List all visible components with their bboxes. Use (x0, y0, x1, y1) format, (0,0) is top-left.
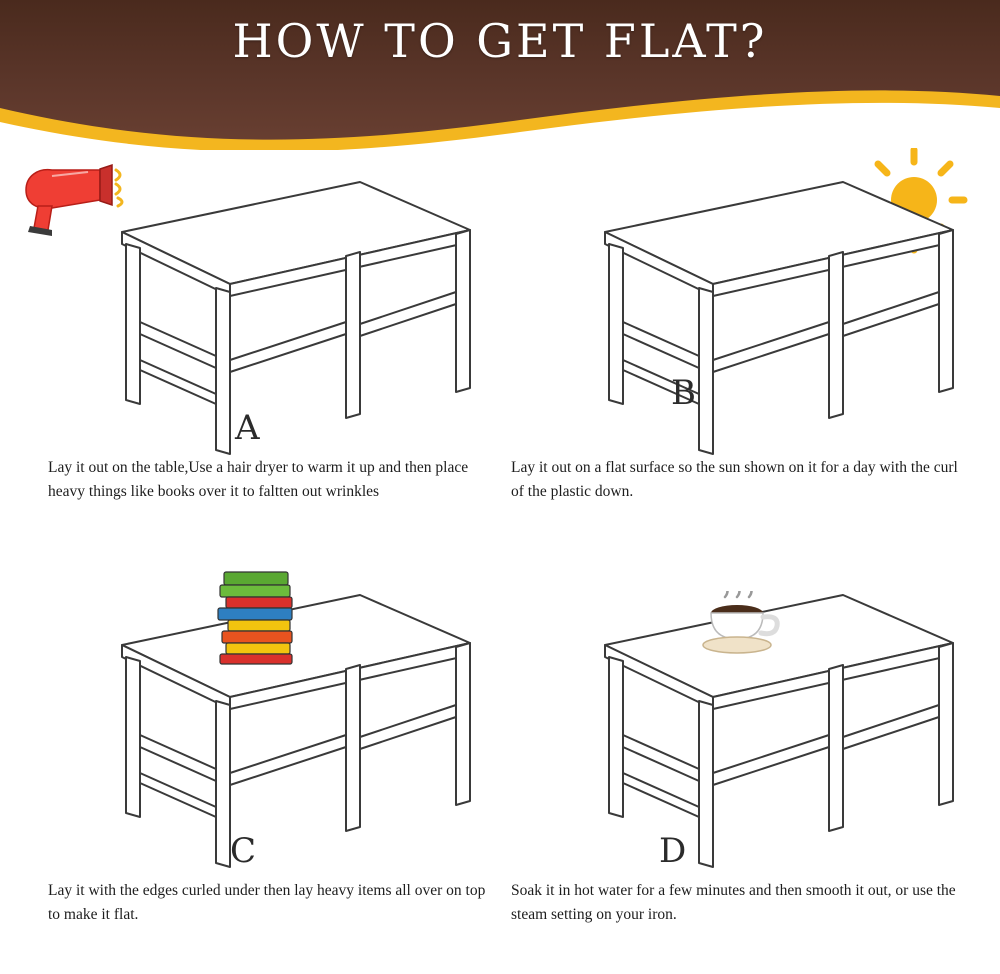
page-title: HOW TO GET FLAT? (232, 14, 768, 68)
panel-caption-c: Lay it with the edges curled under then lay heavy items all over on top to make it flat. (48, 882, 486, 924)
instruction-panel-c (30, 569, 489, 974)
panel-letter-a: A (235, 408, 260, 448)
panel-letter-c: C (230, 831, 257, 871)
page-header (0, 0, 1000, 150)
panel-d-artwork (511, 569, 970, 899)
table-illustration (70, 174, 480, 474)
instruction-panel-b (511, 156, 970, 561)
panel-letter-d: D (659, 831, 687, 871)
table-illustration (553, 174, 963, 474)
hot-coffee-cup-icon (691, 591, 801, 666)
stack-of-books-icon (210, 564, 320, 669)
panel-caption-a: Lay it out on the table,Use a hair dryer to warm it up and then place heavy things like books over it to faltten out wrinkles (48, 459, 469, 501)
instruction-panel-d (511, 569, 970, 974)
instruction-panel-a (30, 156, 489, 561)
panel-letter-b: B (671, 373, 696, 413)
panel-caption-b: Lay it out on a flat surface so the sun shown on it for a day with the curl of the plastic down. (511, 459, 958, 501)
panel-a-artwork (30, 156, 489, 486)
panel-b-artwork (511, 156, 970, 486)
panel-c-artwork (30, 569, 489, 899)
panel-caption-d: Soak it in hot water for a few minutes and then smooth it out, or use the steam setting on your iron. (511, 882, 956, 924)
instruction-grid (0, 150, 1000, 974)
